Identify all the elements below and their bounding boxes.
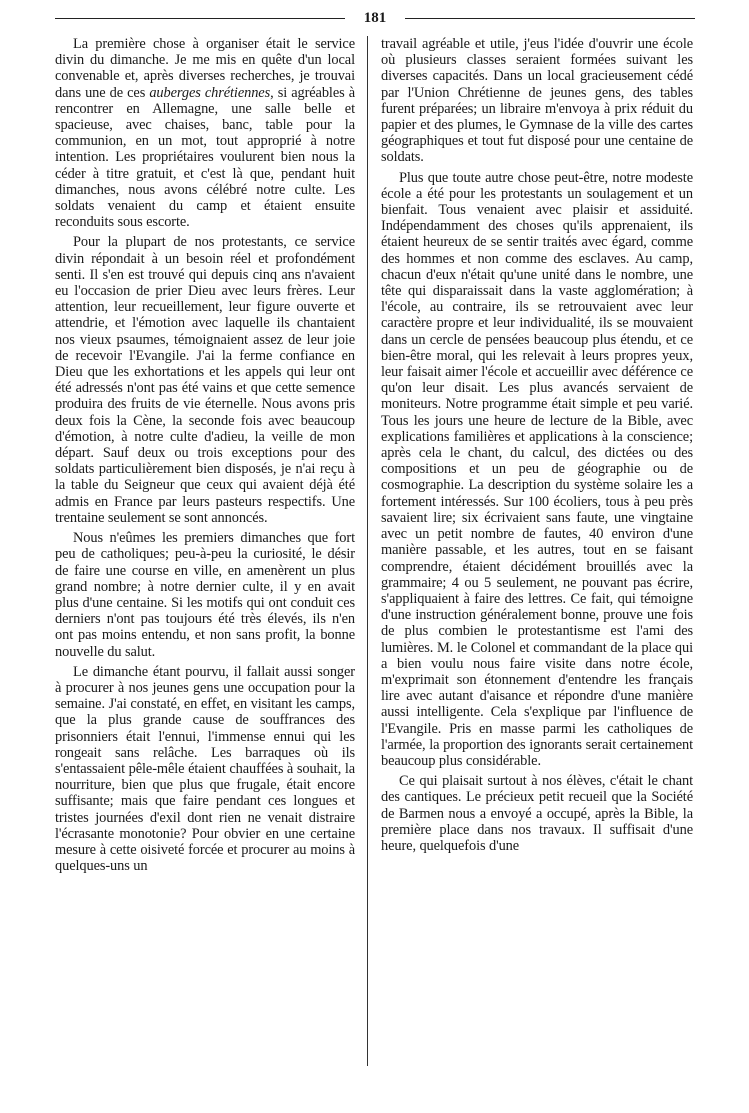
left-column [55,36,355,878]
italic-phrase: auberges chrétiennes [149,84,271,101]
paragraph-text: La première chose à organiser était le service divin du dimanche. Je me mis en quête d'un local convenable et, après diverses recherches, je trouvai dans une de ces [55,36,355,101]
paragraph: Nous n'eûmes les premiers dimanches que fort peu de catholiques; peu-à-peu la curiosité, le désir de faire une course en ville, en amenèrent un plus grand nombre; à notre dernier culte, il y en avait plus d'une centaine. Si les motifs qui ont conduit ces derniers n'ont pas toujours été très élevés, ils n'en ont pas moins entendu, et non sans profit, la bonne nouvelle du salut. [55,530,355,660]
paragraph: Le dimanche étant pourvu, il fallait aussi songer à procurer à nos jeunes gens une occupation pour la semaine. J'ai constaté, en effet, en visitant les camps, que la plus grande cause de souffrances des prisonniers était l'ennui, l'immense ennui qui les rongeait sans relâche. Les barraques où ils s'entassaient pêle-mêle étaient chauffées à souhait, la nourriture, bien que plus que frugale, était encore suffisante; mais que faire pendant ces longues et tristes journées d'exil dont rien ne venait distraire l'écrasante monotonie? Pour obvier en une certaine mesure à cette oisiveté forcée et procurer au moins à quelques-uns un [55,663,355,875]
header-rule-left [55,18,345,19]
paragraph-text: , si agréables à rencontrer en Allemagne, une salle belle et spacieuse, avec chaises, banc, table pour la communion, en un mot, tout approprié à notre intention. Les propriétaires voulurent bien nous la céder à titre gratuit, et c'est là que, pendant huit dimanches, nous avons célébré notre culte. Les soldats venaient du camp et étaient ensuite reconduits sous escorte. [55,84,356,231]
page-number: 181 [363,10,387,26]
header-rule-right [405,18,695,19]
right-column [381,36,693,858]
paragraph-continued: travail agréable et utile, j'eus l'idée d'ouvrir une école où plusieurs classes seraient formées suivant les diverses capacités. Dans un local gracieusement cédé par l'Union Chrétienne de jeunes gens, des tables furent préparées; un libraire m'envoya à prix réduit du papier et des plumes, le Gymnase de la ville des cartes géographiques et tout fut disposé pour une centaine de soldats. [381,36,693,166]
page-header [55,8,695,28]
paragraph: Pour la plupart de nos protestants, ce service divin répondait à un besoin réel et profondément senti. Il s'en est trouvé qui depuis cinq ans n'avaient eu l'occasion de prier Dieu avec leurs frères. Leur attention, leur recueillement, leur figure ouverte et attendrie, et l'émotion avec laquelle ils chantaient nos vieux psaumes, témoignaient assez de leur joie de recevoir l'Evangile. J'ai la ferme confiance en Dieu que les exhortations et les appels qui leur ont été adressés n'ont pas été vains et que cette semence produira des fruits de vie éternelle. Nous avons pris deux fois la Cène, la seconde fois avec beaucoup d'émotion, à notre culte d'adieu, la veille de mon départ. Sauf deux ou trois exceptions pour des soldats particulièrement bien disposés, je n'ai reçu à la table du Seigneur que ceux qui avaient déjà été admis en France par leurs pasteurs respectifs. Une trentaine seulement se sont annoncés. [55,234,355,526]
paragraph [55,36,355,230]
column-divider [367,36,368,1066]
paragraph: Ce qui plaisait surtout à nos élèves, c'était le chant des cantiques. Le précieux petit recueil que la Société de Barmen nous a envoyé a occupé, après la Bible, la première place dans nos travaux. Il suffisait d'une heure, quelquefois d'une [381,773,693,854]
paragraph: Plus que toute autre chose peut-être, notre modeste école a été pour les protestants un soulagement et un bienfait. Tous venaient avec plaisir et assiduité. Indépendamment des choses qu'ils apprenaient, ils étaient heureux de se sentir traités avec égard, comme des hommes et non comme des esclaves. Au camp, chacun d'eux n'était qu'une unité dans le nombre, une tête qui disparaissait dans la vaste agglomération; à l'école, au contraire, ils se retrouvaient avec leur caractère propre et leur individualité, ils se mouvaient dans un cercle de pensées beaucoup plus étendu, et ce bien-être moral, qui les relevait à leurs propres yeux, leur faisait aimer l'école et accueillir avec déférence ce qu'on leur disait. Les plus avancés servaient de moniteurs. Notre programme était simple et peu varié. Tous les jours une heure de lecture de la Bible, avec explications familières et applications à la conscience; après cela le chant, du calcul, des dictées ou des compositions et un peu de géographie ou de cosmographie. La description du système solaire les a fortement intéressés. Sur 100 écoliers, tous à peu près savaient lire; six écrivaient sans faute, une vingtaine avec un petit nombre de fautes, 40 environ d'une manière passable, et les autres, tout en se faisant comprendre, étaient décidément brouillés avec la grammaire; 4 ou 5 seulement, ne pouvant pas écrire, s'appliquaient à faire des lettres. Ce fait, qui témoigne d'une instruction généralement bonne, prouve une fois de plus combien le protestantisme est l'ami des lumières. M. le Colonel et commandant de la place qui a bien voulu nous faire visite dans notre école, m'exprimait son étonnement d'entendre les français lire avec autant d'aisance et répondre d'une manière aussi intelligente. Cela s'explique par l'influence de l'Evangile. Pris en masse parmi les catholiques de l'armée, la proportion des ignorants serait certainement beaucoup plus considérable. [381,169,693,769]
